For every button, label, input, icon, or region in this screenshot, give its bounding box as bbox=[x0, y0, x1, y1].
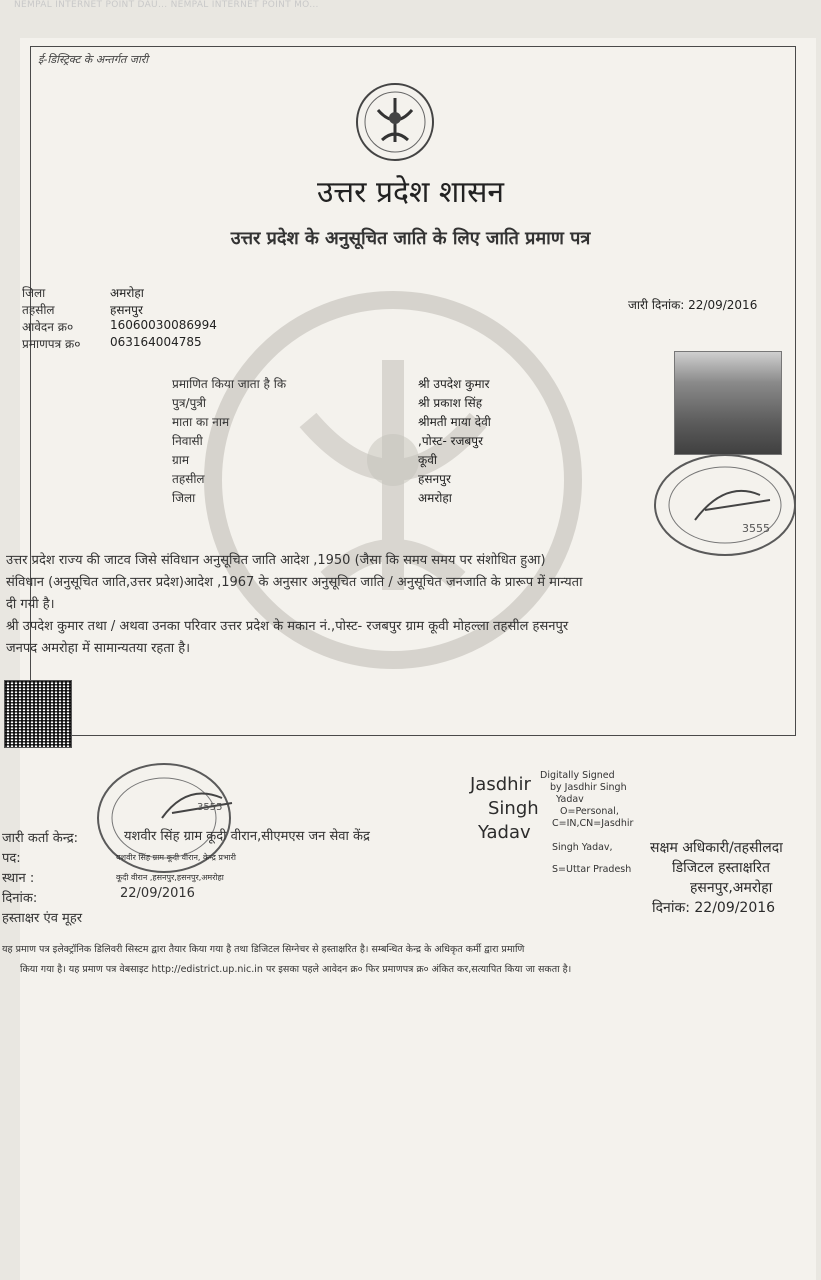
digital-signature-name-line3: Yadav bbox=[478, 822, 531, 843]
issuer-center-label: जारी कर्ता केन्द्र: bbox=[2, 831, 79, 846]
authority-date: दिनांक: 22/09/2016 bbox=[652, 900, 776, 916]
tehsil-label: तहसील bbox=[22, 303, 55, 317]
issuer-center-value: यशवीर सिंह ग्राम कूदी वीरान,सीएमएस जन सेवा केंद्र bbox=[124, 829, 370, 844]
detail-label-tehsil: तहसील bbox=[172, 472, 205, 486]
detail-label-parent: पुत्र/पुत्री bbox=[172, 396, 207, 410]
authority-location: हसनपुर,अमरोहा bbox=[690, 880, 773, 896]
scan-header-strip: NEMPAL INTERNET POINT DAU... NEMPAL INTERNET POINT MO... bbox=[14, 0, 319, 10]
body-line-5: जनपद अमरोहा में सामान्यतया रहता है। bbox=[6, 641, 191, 656]
applicant-photo bbox=[674, 351, 782, 455]
detail-value-father: श्री प्रकाश सिंह bbox=[418, 396, 483, 410]
header-note: ई-डिस्ट्रिक्ट के अन्तर्गत जारी bbox=[38, 53, 149, 66]
application-number-value: 16060030086994 bbox=[110, 318, 217, 332]
qr-code bbox=[4, 680, 72, 748]
digital-signature-name-line2: Singh bbox=[488, 798, 539, 819]
footer-line-2: किया गया है। यह प्रमाण पत्र वेबसाइट http://edistrict.up.nic.in पर इसका पहले आवेदन क्र० फिर प्रमाणपत्र क्र० अंकित कर,सत्यापित किया जा सकता है। bbox=[20, 964, 572, 975]
seal-right-number: 3555 bbox=[742, 522, 770, 535]
district-label: जिला bbox=[22, 286, 46, 300]
issuer-place-value: कूदी वीरान ,हसनपुर,हसनपुर,अमरोहा bbox=[116, 873, 224, 882]
digital-signature-meta-3: Yadav bbox=[556, 794, 584, 805]
body-line-1: उत्तर प्रदेश राज्य की जाटव जिसे संविधान अनुसूचित जाति आदेश ,1950 (जैसा कि समय समय पर संशोधित हुआ) bbox=[6, 553, 546, 568]
detail-label-certified: प्रमाणित किया जाता है कि bbox=[172, 377, 287, 391]
digital-signature-name-line1: Jasdhir bbox=[470, 774, 531, 795]
detail-value-tehsil: हसनपुर bbox=[418, 472, 451, 486]
body-line-3: दी गयी है। bbox=[6, 597, 55, 612]
certificate-number-value: 063164004785 bbox=[110, 335, 202, 349]
issuer-post-value: यशवीर सिंह ग्राम कूदी वीरान, केन्द्र प्रभारी bbox=[116, 853, 236, 862]
issuer-date-label: दिनांक: bbox=[2, 891, 38, 906]
issuer-post-label: पद: bbox=[2, 851, 21, 866]
detail-label-village: ग्राम bbox=[172, 453, 190, 467]
digital-signature-meta-2: by Jasdhir Singh bbox=[550, 782, 627, 793]
detail-label-mother: माता का नाम bbox=[172, 415, 230, 429]
authority-digital-signed: डिजिटल हस्ताक्षरित bbox=[672, 860, 770, 876]
body-line-2: संविधान (अनुसूचित जाति,उत्तर प्रदेश)आदेश ,1967 के अनुसार अनुसूचित जाति / अनुसूचित जनजाति के प्रारूप में मान्यता bbox=[6, 575, 583, 590]
footer-line-1: यह प्रमाण पत्र इलेक्ट्रॉनिक डिलिवरी सिस्टम द्वारा तैयार किया गया है तथा डिजिटल सिग्नेचर से हस्ताक्षरित है। सम्बन्धित केन्द्र के अधिकृत कर्मी द्वारा प्रमाणि bbox=[2, 944, 525, 955]
detail-value-district: अमरोहा bbox=[418, 491, 452, 505]
issuer-sign-label: हस्ताक्षर एंव मूहर bbox=[2, 911, 83, 926]
authority-designation: सक्षम अधिकारी/तहसीलदा bbox=[650, 840, 783, 856]
certificate-number-label: प्रमाणपत्र क्र० bbox=[22, 337, 81, 351]
detail-label-district: जिला bbox=[172, 491, 196, 505]
detail-value-mother: श्रीमती माया देवी bbox=[418, 415, 491, 429]
up-government-emblem-icon bbox=[348, 80, 442, 164]
issuer-date-value: 22/09/2016 bbox=[120, 886, 195, 901]
digital-signature-meta-1: Digitally Signed bbox=[540, 770, 615, 781]
digital-signature-meta-4: O=Personal, bbox=[560, 806, 619, 817]
body-line-4: श्री उपदेश कुमार तथा / अथवा उनका परिवार उत्तर प्रदेश के मकान नं.,पोस्ट- रजबपुर ग्राम कूवी मोहल्ला तहसील हसनपुर bbox=[6, 619, 569, 634]
round-seal-right-icon bbox=[650, 450, 800, 560]
watermark-emblem-icon bbox=[198, 290, 588, 670]
seal-left-number: 3555 bbox=[197, 802, 223, 813]
digital-signature-meta-7: S=Uttar Pradesh bbox=[552, 864, 632, 875]
detail-label-resident: निवासी bbox=[172, 434, 203, 448]
detail-value-resident: ,पोस्ट- रजबपुर bbox=[418, 434, 483, 448]
page-title: उत्तर प्रदेश शासन bbox=[316, 175, 504, 210]
digital-signature-meta-6: Singh Yadav, bbox=[552, 842, 613, 853]
certificate-subtitle: उत्तर प्रदेश के अनुसूचित जाति के लिए जाति प्रमाण पत्र bbox=[230, 228, 591, 249]
issue-date: जारी दिनांक: 22/09/2016 bbox=[628, 298, 758, 312]
tehsil-value: हसनपुर bbox=[110, 303, 143, 317]
detail-value-name: श्री उपदेश कुमार bbox=[418, 377, 490, 391]
detail-value-village: कूवी bbox=[418, 453, 437, 467]
district-value: अमरोहा bbox=[110, 286, 144, 300]
digital-signature-meta-5: C=IN,CN=Jasdhir bbox=[552, 818, 634, 829]
application-number-label: आवेदन क्र० bbox=[22, 320, 74, 334]
issuer-place-label: स्थान : bbox=[2, 871, 35, 886]
